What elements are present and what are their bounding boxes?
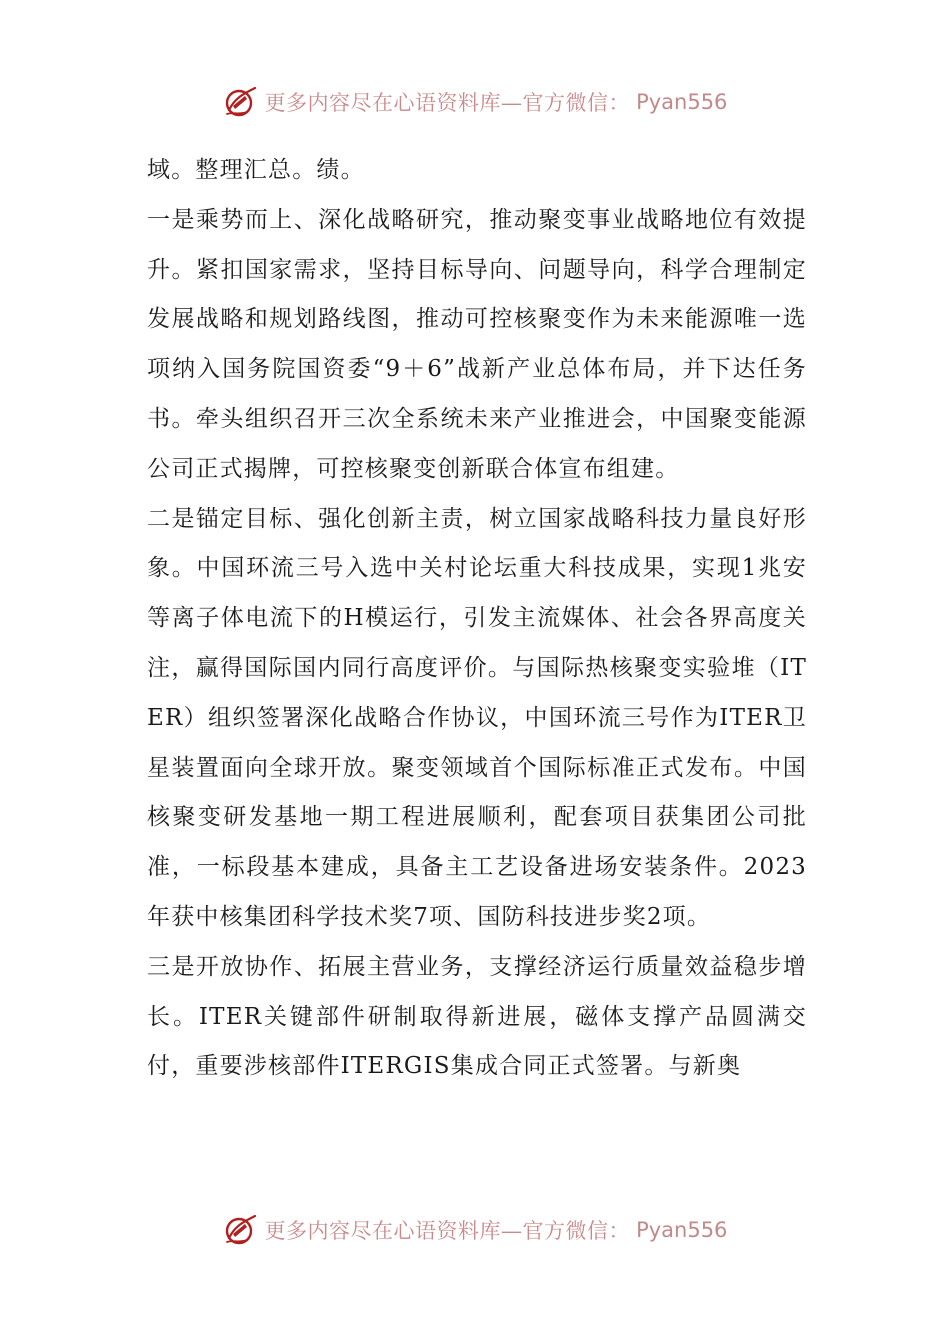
document-body [147,146,807,1092]
paragraph-4: 三是开放协作、拓展主营业务，支撑经济运行质量效益稳步增长。ITER关键部件研制取得新进展，磁体支撑产品圆满交付，重要涉核部件ITERGIS集成合同正式签署。与新奥 [147,953,807,1080]
watermark-text: 更多内容尽在心语资料库—官方微信： [264,1219,631,1243]
footer-watermark [0,1210,950,1250]
paragraph-2: 一是乘势而上、深化战略研究，推动聚变事业战略地位有效提升。紧扣国家需求，坚持目标导向、问题导向，科学合理制定发展战略和规划路线图，推动可控核聚变作为未来能源唯一选项纳入国务院国资委“9＋6”战新产业总体布局，并下达任务书。牵头组织召开三次全系统未来产业推进会，中国聚变能源公司正式揭牌，可控核聚变创新联合体宣布组建。 [147,206,807,482]
watermark-wechat-id: Pyan556 [636,90,728,114]
paragraph-1: 域。整理汇总。绩。 [147,157,365,183]
watermark-text: 更多内容尽在心语资料库—官方微信： [264,91,631,115]
paragraph-3: 二是锚定目标、强化创新主责，树立国家战略科技力量良好形象。中国环流三号入选中关村论坛重大科技成果，实现1兆安等离子体电流下的H模运行，引发主流媒体、社会各界高度关注，赢得国际国内同行高度评价。与国际热核聚变实验堆（ITER）组织签署深化战略合作协议，中国环流三号作为ITER卫星装置面向全球开放。聚变领域首个国际标准正式发布。中国核聚变研发基地一期工程进展顺利，配套项目获集团公司批准，一标段基本建成，具备主工艺设备进场安装条件。2023年获中核集团科学技术奖7项、国防科技进步奖2项。 [147,505,807,930]
pen-signature-logo-icon [223,84,259,120]
watermark-wechat-id: Pyan556 [636,1218,728,1242]
header-watermark [0,82,950,122]
pen-signature-logo-icon [223,1212,259,1248]
